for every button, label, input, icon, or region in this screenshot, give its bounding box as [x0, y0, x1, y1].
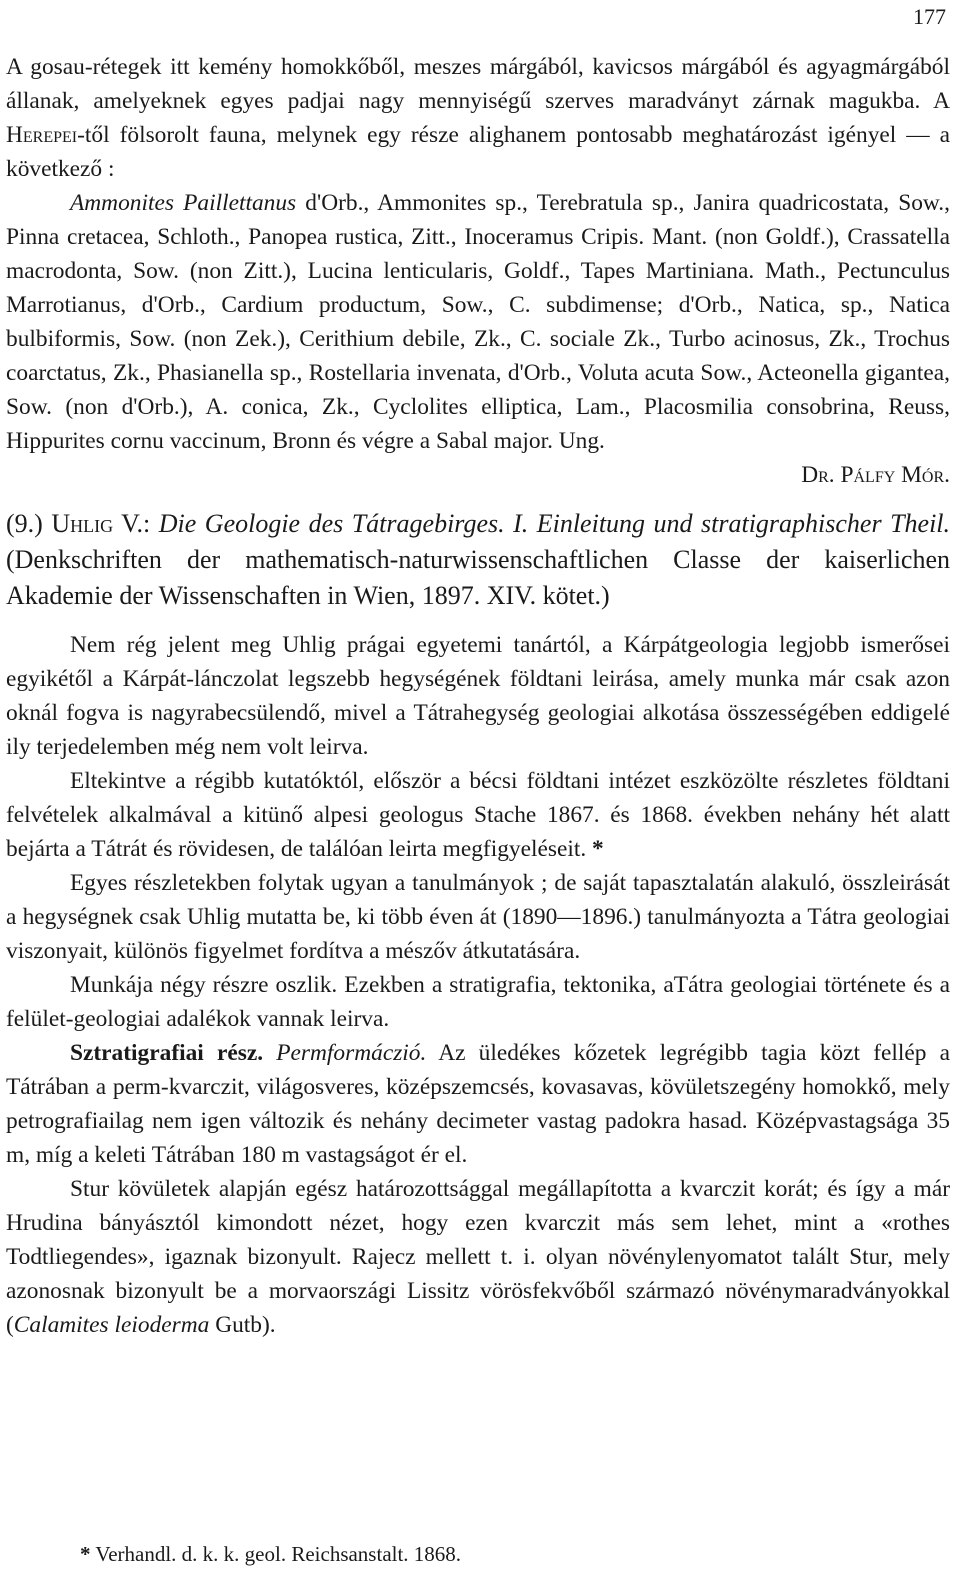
paragraph-1: Nem rég jelent meg Uhlig prágai egyetemi tanártól, a Kárpátgeologia legjobb ismerősei egyikétől a Kárpát-lánczolat legszebb hegységének földtani leirása, amely munka már csak azon oknál fogva is nagyrabecsülendő, mivel a Tátrahegység geologiai alkotása összességében eddigelé ily terjedelemben még nem volt leirva. — [6, 632, 950, 760]
paragraph-6-text: Stur kövületek alapján egész határozottsággal megállapította a kvarczit korát; és így a már Hrudina bányásztól kimondott nézet, hogy ezen kvarczit más sem lehet, mint a «rothes Todtliegendes», igaznak bizonyult. Rajecz mellett t. i. olyan növénylenyomatot talált Stur, mely azonosnak bizonyult be a morvaországi Lissitz vörösfekvőből származó növénymaradványokkal ( — [6, 1176, 950, 1338]
page-body — [6, 50, 950, 1342]
paragraph-6 — [6, 1172, 950, 1342]
intro-text-1: A gosau-rétegek itt kemény homokkőből, meszes márgából, kavicsos márgából és agyagmárgából állanak, amelyeknek egyes padjai nagy mennyiségű szerves maradványt zárnak magukba. A — [6, 54, 950, 114]
review-number: (9.) — [6, 509, 43, 538]
review-colon: : — [143, 509, 159, 538]
paragraph-6-end: Gutb). — [209, 1312, 276, 1338]
footnote — [80, 1542, 461, 1567]
intro-author: Herepei — [6, 122, 78, 148]
paragraph-6-species: Calamites leioderma — [13, 1312, 210, 1338]
footnote-text: Verhandl. d. k. k. geol. Reichsanstalt. 1868. — [90, 1542, 462, 1566]
paragraph-2-text: Eltekintve a régibb kutatóktól, először a bécsi földtani intézet eszközölte részletes földtani felvételek alkalmával a kitünő alpesi geologus Stache 1867. és 1868. években nehány hét alatt bejárta a Tátrát és rövidesen, de találóan leirta megfigyeléseit. — [6, 768, 950, 862]
section-subheading: Permformáczió. — [276, 1040, 427, 1066]
intro-text-2: -től fölsorolt fauna, melynek egy része alighanem pontosabb meghatározást igényel — a következő : — [6, 122, 950, 182]
paragraph-3: Egyes részletekben folytak ugyan a tanulmányok ; de saját tapasztalatán alakuló, összleirását a hegységnek csak Uhlig mutatta be, ki több éven át (1890—1896.) tanulmányozta a Tátra geologiai viszonyait, különös figyelmet fordítva a mészőv átkutatására. — [6, 870, 950, 964]
fauna-rest: d'Orb., Ammonites sp., Terebratula sp., Janira quadricostata, Sow., Pinna cretacea, Schloth., Panopea rustica, Zitt., Inoceramus Cripis. Mant. (non Goldf.), Crassatella macrodonta, Sow. (non Zitt.), Lucina lenticularis, Goldf., Tapes Martiniana. Math., Pectunculus Marrotianus, d'Orb., Cardium productum, Sow., C. subdimense; d'Orb., Natica, sp., Natica bulbiformis, Sow. (non Zek.), Cerithium debile, Zk., C. sociale Zk., Turbo acinosus, Zk., Trochus coarctatus, Zk., Phasianella sp., Rostellaria invenata, d'Orb., Voluta acuta Sow., Acteonella gigantea, Sow. (non d'Orb.), A. conica, Zk., Cyclolites elliptica, Lam., Placosmilia consobrina, Reuss, Hippurites cornu vaccinum, Bronn és végre a Sabal major. Ung. — [6, 190, 950, 454]
paragraph-5-text: Az üledékes kőzetek legrégibb tagia közt fellép a Tátrában a perm-kvarczit, világosveres, középszemcsés, kovasavas, kövületszegény homokkő, mely petrografiailag nem igen változik és nehány decimeter vastag padokra hasad. Középvastagsága 35 m, míg a keleti Tátrában 180 m vastagságot ér el. — [6, 1040, 950, 1168]
footnote-marker: * — [586, 836, 604, 862]
fauna-list — [6, 186, 950, 458]
review-author: Uhlig V. — [51, 509, 144, 538]
fauna-first-species: Ammonites Paillettanus — [70, 190, 297, 216]
paragraph-2 — [6, 764, 950, 866]
footnote-star: * — [80, 1542, 91, 1566]
signature: Dr. Pálfy Mór. — [801, 462, 950, 488]
review-heading — [6, 506, 950, 614]
paragraph-4: Munkája négy részre oszlik. Ezekben a stratigrafia, tektonika, aTátra geologiai története és a felület-geologiai adalékok vannak leirva. — [6, 972, 950, 1032]
paragraph-5 — [6, 1036, 950, 1172]
review-title: Die Geologie des Tátragebirges. I. Einleitung und stratigraphischer Theil. — [158, 509, 951, 538]
intro-paragraph — [6, 50, 950, 186]
section-heading: Sztratigrafiai rész. — [70, 1040, 264, 1066]
page-number: 177 — [913, 4, 946, 29]
review-publication: (Denkschriften der mathematisch-naturwissenschaftlichen Classe der kaiserlichen Akademie der Wissenschaften in Wien, 1897. XIV. kötet.) — [6, 545, 950, 610]
signature-row — [6, 458, 950, 492]
